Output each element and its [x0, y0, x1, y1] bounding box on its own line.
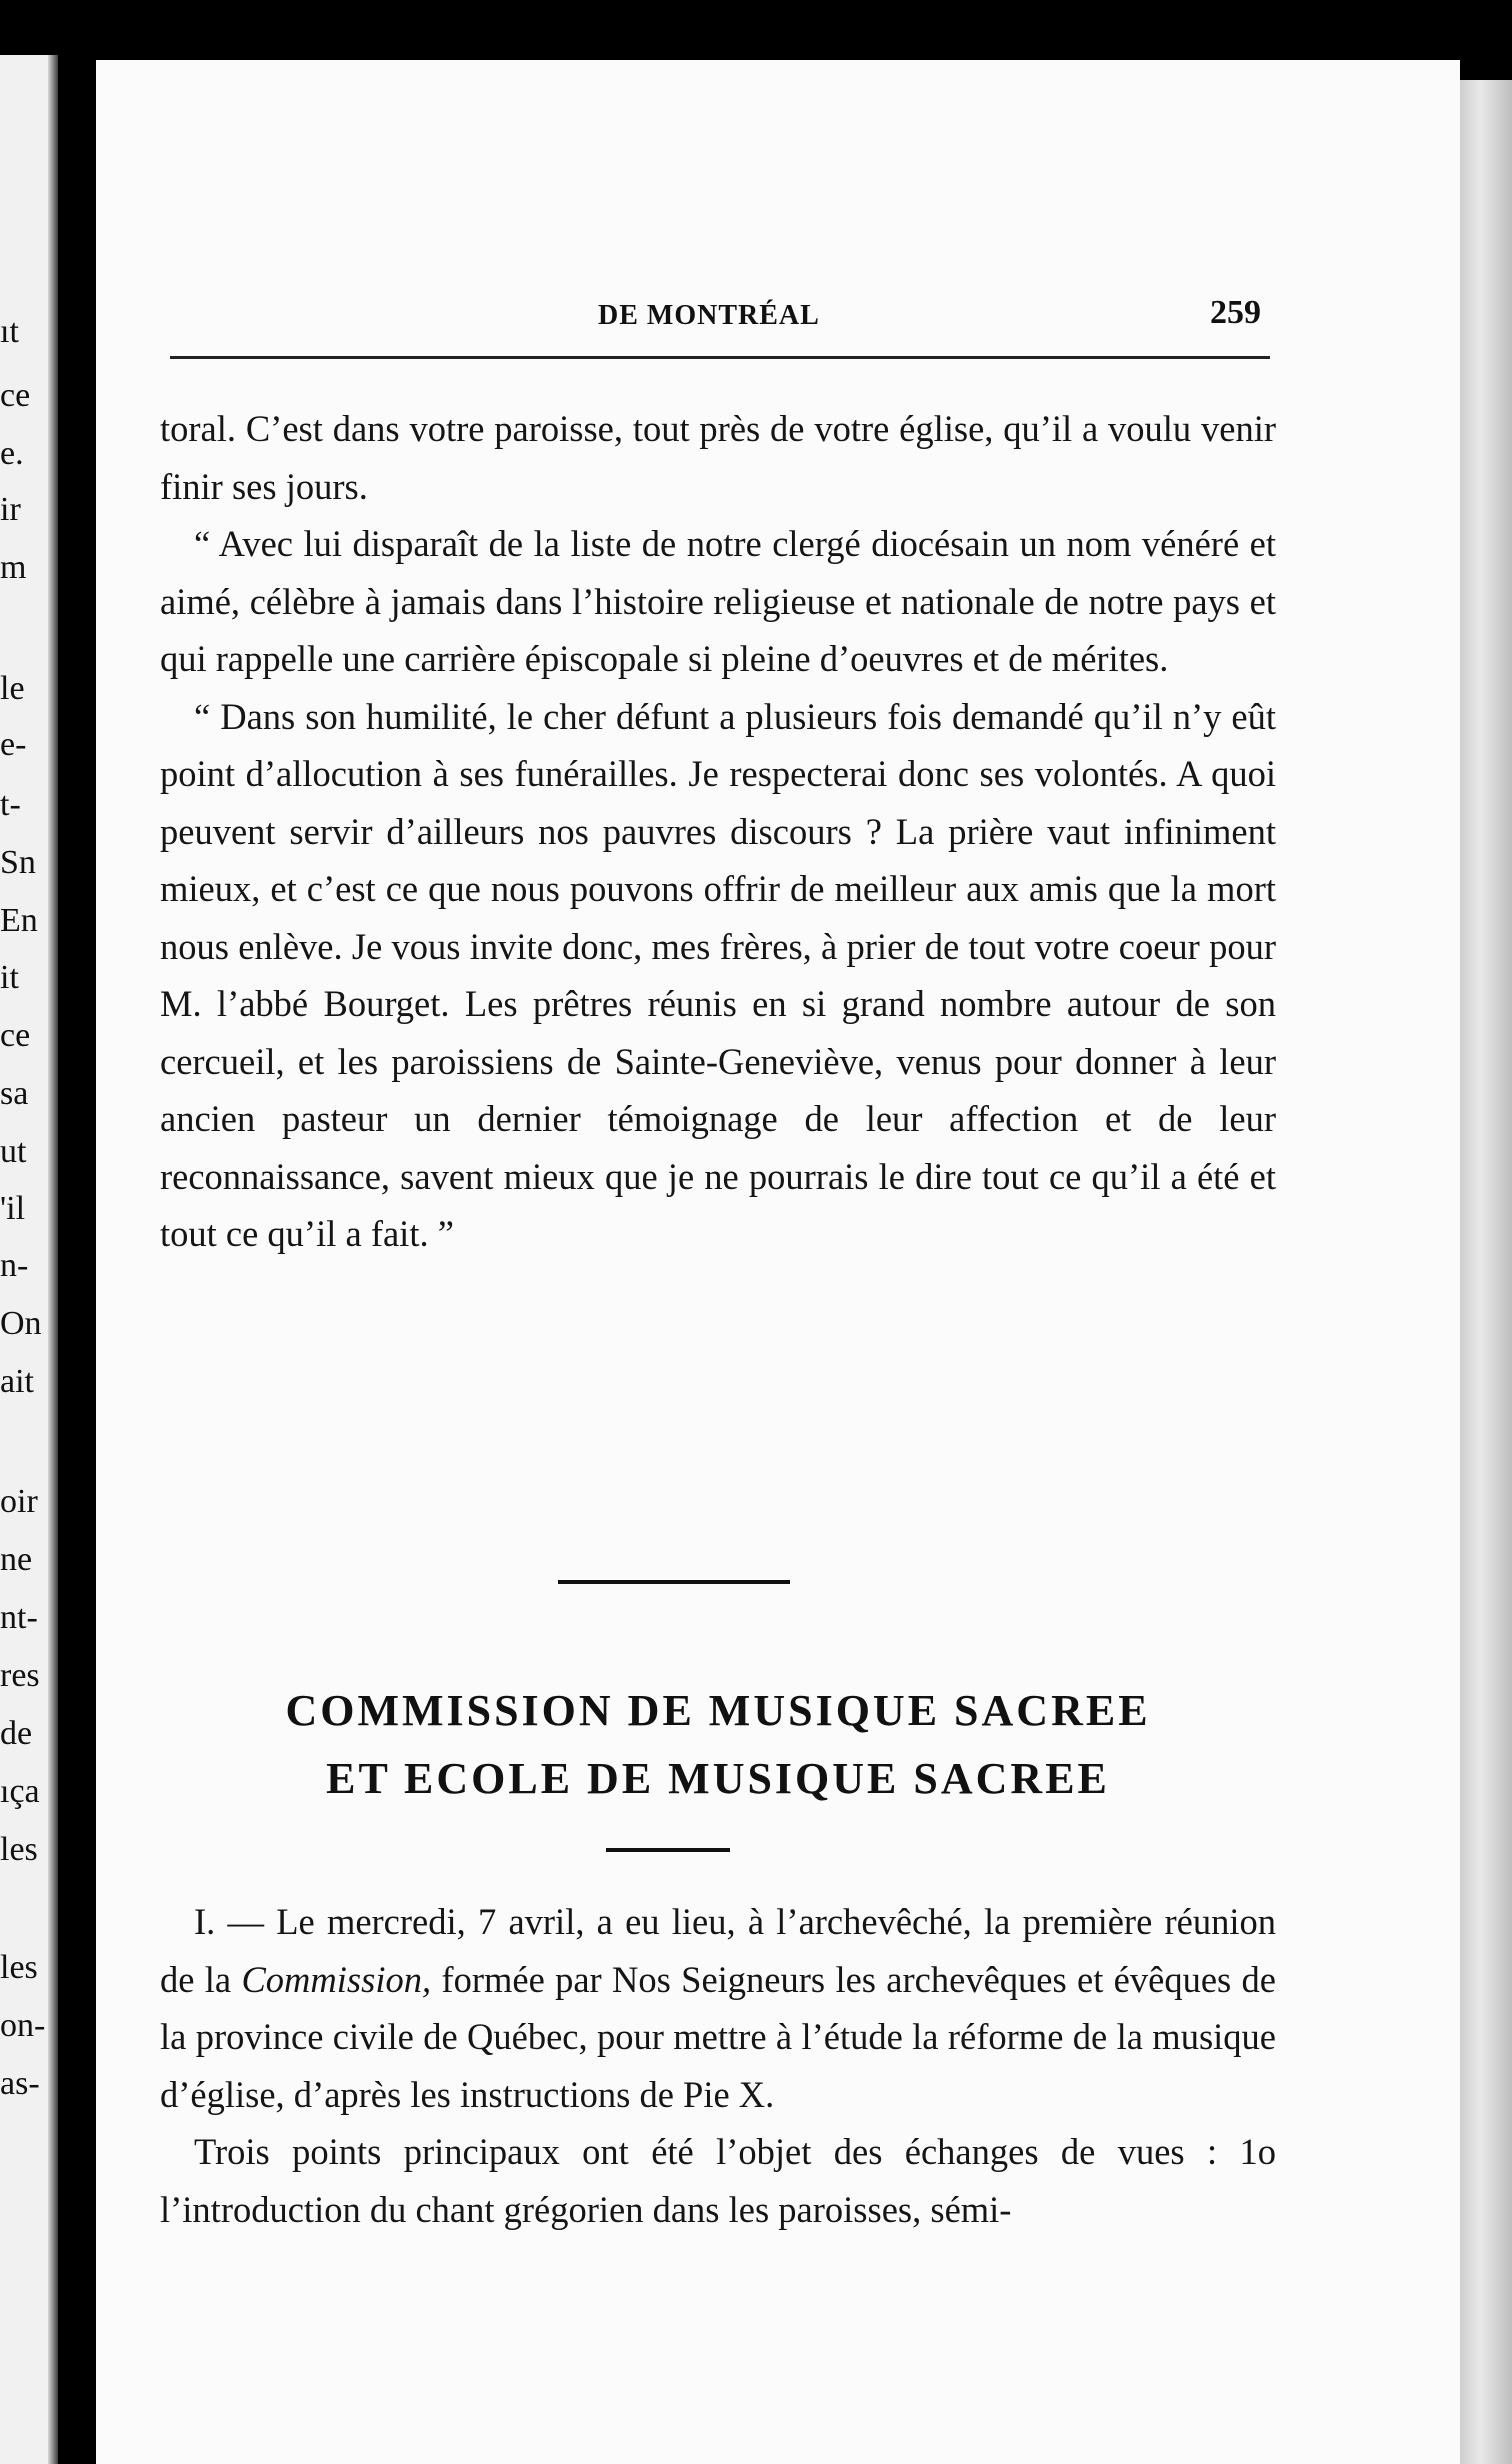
- left-fragment: ne: [0, 1541, 33, 1578]
- left-fragment: on-: [0, 2007, 46, 2044]
- left-fragment: ıt: [0, 313, 19, 350]
- left-fragment: e-: [0, 726, 27, 763]
- left-fragment: 'il: [0, 1190, 26, 1227]
- left-fragment: nt-: [0, 1599, 38, 1636]
- header-rule: [170, 356, 1270, 359]
- section-title: ET ECOLE DE MUSIQUE SACREE: [326, 1754, 1110, 1803]
- paragraph: Trois points principaux ont été l’objet des échanges de vues : 1o l’introduction du chant grégorien dans les paroisses, sémi-: [160, 2131, 1276, 2230]
- left-fragment: it: [0, 959, 19, 996]
- left-fragment: as-: [0, 2065, 40, 2102]
- page-edge: [1460, 80, 1512, 2464]
- left-fragment: Sn: [0, 844, 36, 881]
- left-fragment: oir: [0, 1483, 38, 1520]
- left-fragment: En: [0, 902, 38, 939]
- left-fragment: ait: [0, 1363, 34, 1400]
- section-divider-rule: [558, 1580, 790, 1584]
- paragraph: “ Avec lui disparaît de la liste de notre clergé diocésain un nom vénéré et aimé, célèbre à jamais dans l’histoire religieuse et nationale de notre pays et qui rappelle une carrière épiscopale si pleine d’oeuvres et de mérites.: [160, 523, 1276, 679]
- left-fragment: e.: [0, 435, 24, 472]
- section-title: COMMISSION DE MUSIQUE SACREE: [285, 1686, 1151, 1735]
- book-gutter: [48, 55, 58, 2464]
- left-fragment: res: [0, 1657, 40, 1694]
- previous-page-edge: [0, 55, 58, 2464]
- title-divider-rule: [606, 1848, 730, 1852]
- paragraph: “ Dans son humilité, le cher défunt a plusieurs fois demandé qu’il n’y eût point d’allocution à ses funérailles. Je respecterai donc ses volontés. A quoi peuvent servir d’ailleurs nos pauvres discours ? La prière vaut infiniment mieux, et c’est ce que nous pouvons offrir de meilleur aux amis que la mort nous enlève. Je vous invite donc, mes frères, à prier de tout votre coeur pour M. l’abbé Bourget. Les prêtres réunis en si grand nombre autour de son cercueil, et les paroissiens de Sainte-Geneviève, venus pour donner à leur ancien pasteur un dernier témoignage de leur affection et de leur reconnaissance, savent mieux que je ne pourrais le dire tout ce qu’il a été et tout ce qu’il a fait. ”: [160, 695, 1276, 1254]
- paragraph: toral. C’est dans votre paroisse, tout près de votre église, qu’il a voulu venir finir ses jours.: [160, 408, 1276, 507]
- left-fragment: ce: [0, 377, 31, 414]
- left-fragment: t-: [0, 786, 21, 823]
- commission-italic: Commission,: [241, 1958, 432, 2000]
- left-fragment: ıça: [0, 1773, 40, 1810]
- left-fragment: n-: [0, 1247, 29, 1284]
- book-page: [96, 60, 1460, 2464]
- left-fragment: sa: [0, 1075, 29, 1112]
- paragraph: [160, 1893, 1276, 2123]
- paragraph-lead: I. — Le mercredi, 7 avril, a eu lieu, à l’archevêché, la première réunion de la: [160, 1901, 1276, 2000]
- running-title: DE MONTRÉAL: [598, 300, 820, 331]
- left-fragment: ut: [0, 1133, 27, 1170]
- left-fragment: les: [0, 1949, 38, 1986]
- left-fragment: On: [0, 1305, 42, 1342]
- left-fragment: les: [0, 1831, 38, 1868]
- left-fragment: de: [0, 1715, 33, 1752]
- left-fragment: le: [0, 670, 25, 707]
- running-head: [96, 294, 1460, 350]
- left-fragment: ce: [0, 1017, 31, 1054]
- section-text: [160, 1893, 1276, 2238]
- page-number: 259: [1210, 294, 1261, 331]
- paragraph-rest: formée par Nos Seigneurs les archevêques et évêques de la province civile de Québec, pour mettre à l’étude la réforme de la musique d’église, d’après les instructions de Pie X.: [160, 1958, 1276, 2115]
- left-fragment: m: [0, 549, 27, 586]
- body-text: [160, 400, 1276, 1263]
- left-fragment: ir: [0, 491, 21, 528]
